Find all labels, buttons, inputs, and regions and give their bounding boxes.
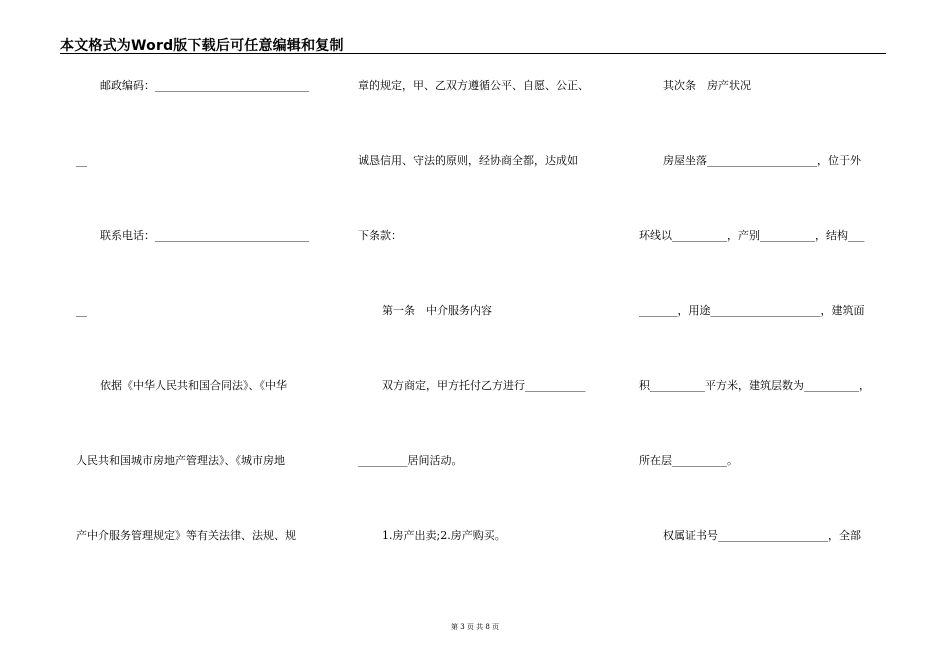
middle-line-2: 诚恳信用、守法的原则，经协商全都，达成如	[358, 154, 578, 167]
right-line-5: 积__________平方米，建筑层数为__________，	[639, 379, 870, 392]
left-line-phone-continuation: __	[76, 304, 87, 317]
right-line-3: 环线以__________，产别__________，结构___	[639, 229, 865, 242]
middle-line-1: 章的规定，甲、乙双方遵循公平、自愿、公正、	[358, 79, 589, 92]
article-1-heading: 第一条 中介服务内容	[382, 304, 492, 317]
document-header-title: 本文格式为Word版下载后可任意编辑和复制	[60, 38, 344, 54]
article-2-heading: 其次条 房产状况	[663, 79, 751, 92]
left-line-phone: 联系电话：____________________________	[100, 229, 309, 242]
left-line-basis-3: 产中介服务管理规定》等有关法律、法规、规	[76, 529, 296, 542]
page-number-footer: 第 3 页 共 8 页	[450, 623, 500, 631]
header-divider	[60, 53, 886, 54]
right-line-7: 权属证书号____________________，全部	[663, 529, 861, 542]
left-line-postcode: 邮政编码：____________________________	[100, 79, 309, 92]
middle-line-5: 双方商定，甲方托付乙方进行___________	[382, 379, 586, 392]
middle-line-6: _________居间活动。	[358, 454, 463, 467]
middle-line-7: 1.房产出卖;2.房产购买。	[382, 529, 506, 542]
right-line-6: 所在层__________。	[639, 454, 738, 467]
right-line-4: _______，用途____________________，建筑面	[639, 304, 865, 317]
left-line-basis-1: 依据《中华人民共和国合同法》、《中华	[100, 379, 287, 392]
right-line-2: 房屋坐落____________________，位于外	[663, 154, 861, 167]
left-line-basis-2: 人民共和国城市房地产管理法》、《城市房地	[76, 454, 285, 467]
left-line-postcode-continuation: __	[76, 154, 87, 167]
middle-line-3: 下条款：	[358, 229, 402, 242]
